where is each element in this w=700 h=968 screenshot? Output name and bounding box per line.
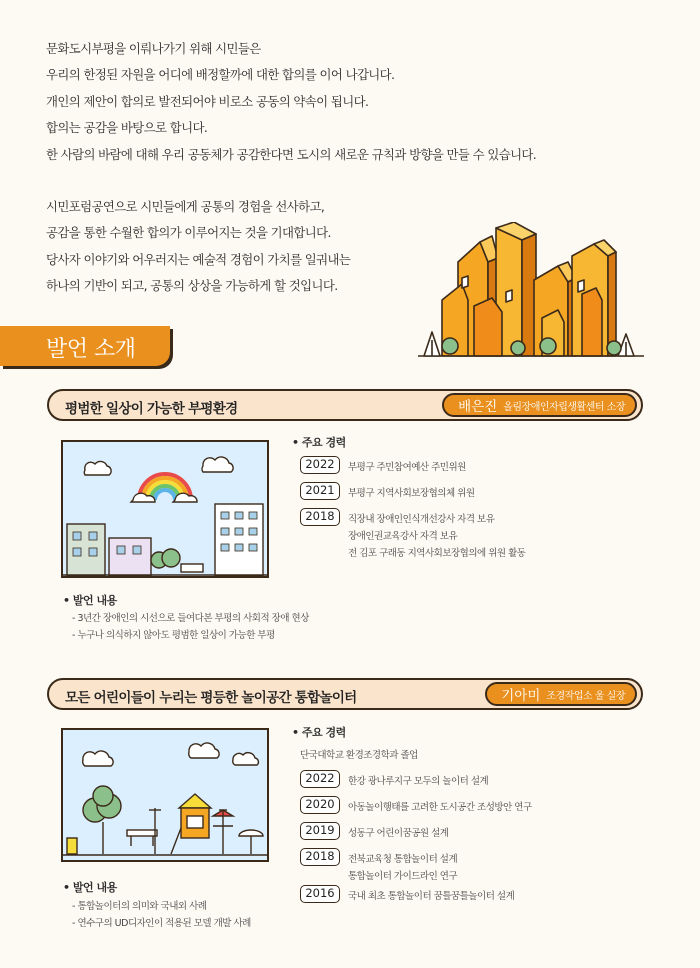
talk-item: - 3년간 장애인의 시선으로 들여다본 부평의 사회적 장애 현상 (72, 613, 309, 624)
intro-line: 당사자 이야기와 어우러지는 예술적 경험이 가치를 일궈내는 (46, 251, 351, 267)
intro-line: 합의는 공감을 바탕으로 합니다. (46, 120, 208, 136)
career-item: 부평구 주민참여예산 주민위원 (348, 462, 466, 473)
career-education: 단국대학교 환경조경학과 졸업 (300, 750, 418, 761)
speaker-name-pill (442, 393, 637, 417)
speaker-topic-bar (47, 678, 643, 710)
talk-item: - 통합놀이터의 의미와 국내외 사례 (72, 901, 207, 912)
career-year: 2020 (300, 796, 340, 814)
career-year: 2021 (300, 482, 340, 500)
career-item: 직장내 장애인인식개선강사 자격 보유 (348, 514, 495, 525)
playground-illustration (61, 728, 269, 862)
rainbow-town-illustration (61, 440, 269, 578)
talk-item: - 누구나 의식하지 않아도 평범한 일상이 가능한 부평 (72, 630, 275, 641)
career-year: 2016 (300, 885, 340, 903)
career-item: 통합놀이터 가이드라인 연구 (348, 871, 458, 882)
career-item: 장애인권교육강사 자격 보유 (348, 531, 458, 542)
talk-content-label: • 발언 내용 (63, 594, 117, 607)
career-label: • 주요 경력 (292, 726, 346, 739)
intro-line: 공감을 통한 수월한 합의가 이루어지는 것을 기대합니다. (46, 225, 331, 241)
speaker-role: 조경작업소 울 실장 (546, 690, 625, 702)
career-year: 2018 (300, 508, 340, 526)
career-item: 아동놀이행태를 고려한 도시공간 조성방안 연구 (348, 802, 532, 813)
section-title: 발언 소개 (46, 337, 136, 362)
talk-topic: 모든 어린이들이 누리는 평등한 놀이공간 통합놀이터 (65, 690, 357, 706)
talk-content-label: • 발언 내용 (63, 881, 117, 894)
career-item: 국내 최초 통합놀이터 꿈틀꿈틀놀이터 설계 (348, 891, 515, 902)
talk-item: - 연수구의 UD디자인이 적용된 모델 개발 사례 (72, 918, 251, 929)
career-label: • 주요 경력 (292, 436, 346, 449)
career-year: 2018 (300, 848, 340, 866)
speaker-name-pill (485, 682, 637, 706)
speaker-role: 올림장애인자립생활센터 소장 (503, 401, 625, 413)
career-item: 성동구 어린이꿈공원 설계 (348, 828, 449, 839)
career-item: 한강 광나루지구 모두의 놀이터 설계 (348, 776, 489, 787)
career-item: 전북교육청 통합놀이터 설계 (348, 854, 458, 865)
career-year: 2022 (300, 456, 340, 474)
section-header (0, 326, 170, 366)
career-year: 2019 (300, 822, 340, 840)
career-year: 2022 (300, 770, 340, 788)
talk-topic: 평범한 일상이 가능한 부평환경 (65, 401, 238, 417)
intro-line: 한 사람의 바람에 대해 우리 공동체가 공감한다면 도시의 새로운 규칙과 방향을 만들 수 있습니다. (46, 146, 537, 162)
intro-line: 문화도시부평을 이뤄나가기 위해 시민들은 (46, 41, 261, 56)
intro-line: 우리의 한정된 자원을 어디에 배정할까에 대한 합의를 이어 나갑니다. (46, 67, 395, 83)
speaker-topic-bar (47, 389, 643, 421)
intro-line: 개인의 제안이 합의로 발전되어야 비로소 공동의 약속이 됩니다. (46, 93, 369, 109)
city-buildings-illustration (418, 222, 644, 358)
speaker-name: 배은진 (458, 399, 498, 415)
speaker-name: 기아미 (501, 688, 541, 704)
career-item: 전 김포 구래동 지역사회보장협의에 위원 활동 (348, 548, 526, 559)
intro-line: 시민포럼공연으로 시민들에게 공통의 경험을 선사하고, (46, 199, 325, 215)
intro-line: 하나의 기반이 되고, 공통의 상상을 가능하게 할 것입니다. (46, 278, 338, 294)
career-item: 부평구 지역사회보장협의체 위원 (348, 488, 475, 499)
